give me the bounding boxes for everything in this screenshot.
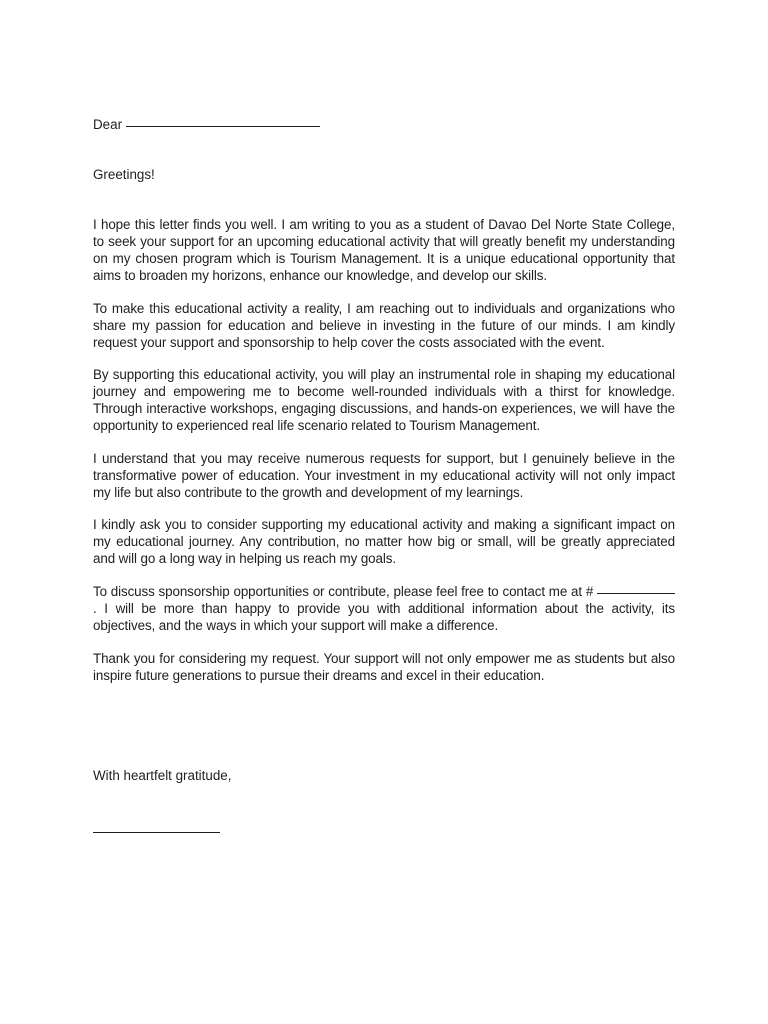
contact-text-before: To discuss sponsorship opportunities or contribute, please feel free to contact me at # bbox=[93, 584, 594, 599]
final-paragraph: Thank you for considering my request. Your support will not only empower me as students but also inspire future generations to pursue their dreams and excel in their education. bbox=[93, 651, 675, 683]
body-paragraph-5: I kindly ask you to consider supporting my educational activity and making a significant impact on my educational journey. Any contribution, no matter how big or small, will be greatly appreciated and will go a long way in helping us reach my goals. bbox=[93, 517, 675, 566]
contact-number-blank bbox=[597, 593, 675, 594]
contact-text-after: . I will be more than happy to provide you with additional information about the activity, its objectives, and the ways in which your support will make a difference. bbox=[93, 600, 675, 633]
closing: With heartfelt gratitude, bbox=[93, 768, 232, 783]
salutation-text: Dear bbox=[93, 117, 123, 132]
body-paragraph-1: I hope this letter finds you well. I am writing to you as a student of Davao Del Norte State College, to seek your support for an upcoming educational activity that will greatly benefit my understanding on my chosen program which is Tourism Management. It is a unique educational opportunity that aims to broaden my horizons, enhance our knowledge, and develop our skills. bbox=[93, 217, 675, 283]
body-paragraph-3: By supporting this educational activity, you will play an instrumental role in shaping my educational journey and empowering me to become well-rounded individuals with a thirst for knowledge. Through interactive workshops, engaging discussions, and hands-on experiences, we will have the opportunity to experienced real life scenario related to Tourism Management. bbox=[93, 367, 675, 433]
salutation-line bbox=[93, 117, 675, 134]
greeting: Greetings! bbox=[93, 167, 155, 182]
body-paragraph-2: To make this educational activity a reality, I am reaching out to individuals and organizations who share my passion for education and believe in investing in the future of our minds. I am kindly request your support and sponsorship to help cover the costs associated with the event. bbox=[93, 301, 675, 350]
recipient-name-blank bbox=[126, 126, 320, 127]
signature-line bbox=[93, 832, 220, 833]
contact-paragraph bbox=[93, 584, 675, 635]
body-paragraph-4: I understand that you may receive numerous requests for support, but I genuinely believe in the transformative power of education. Your investment in my educational activity will not only impact my life but also contribute to the growth and development of my learnings. bbox=[93, 451, 675, 500]
